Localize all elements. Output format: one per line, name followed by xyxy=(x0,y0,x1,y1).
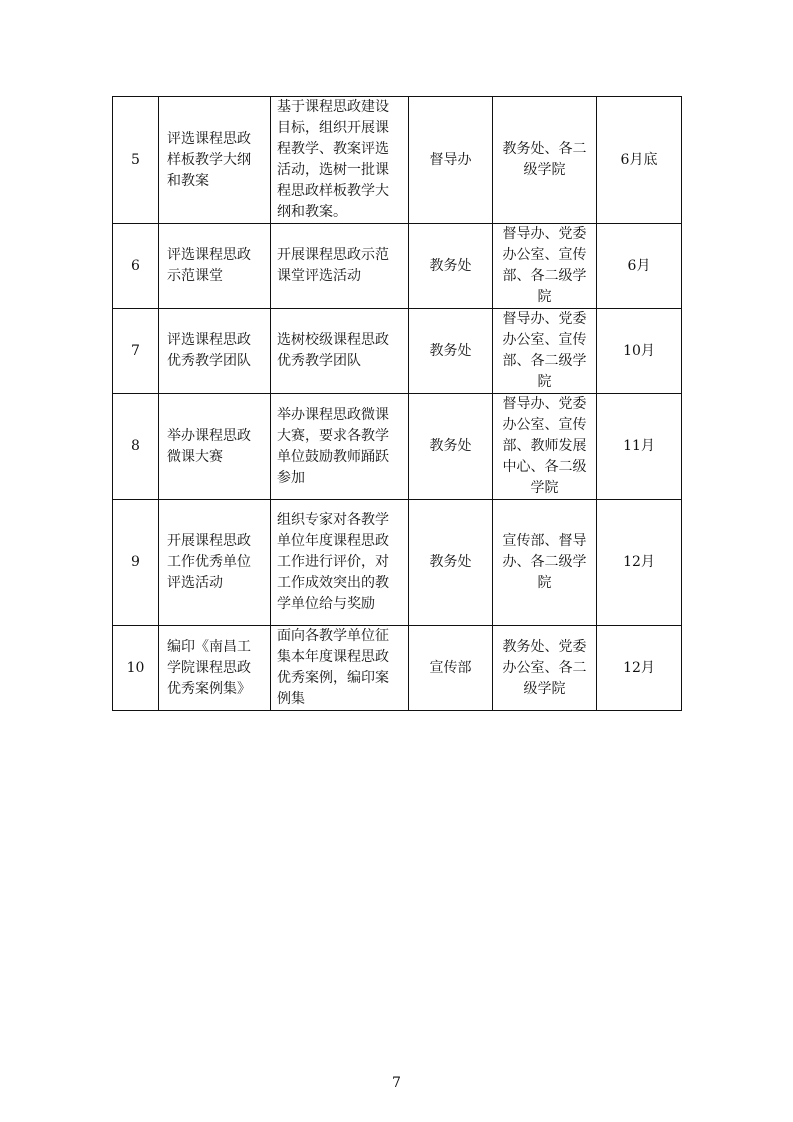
table-row xyxy=(113,500,682,626)
table-row xyxy=(113,97,682,224)
lead-department: 教务处 xyxy=(409,500,493,626)
task-content: 组织专家对各教学单位年度课程思政工作进行评价，对工作成效突出的教学单位给与奖励 xyxy=(271,500,409,626)
table-row xyxy=(113,309,682,394)
task-content: 举办课程思政微课大赛，要求各教学单位鼓励教师踊跃参加 xyxy=(271,394,409,500)
task-content: 基于课程思政建设目标，组织开展课程教学、教案评选活动，选树一批课程思政样板教学大纲和教案。 xyxy=(271,97,409,224)
table-row xyxy=(113,224,682,309)
table-row xyxy=(113,626,682,711)
task-name: 评选课程思政示范课堂 xyxy=(159,224,271,309)
page-number: 7 xyxy=(392,1075,401,1091)
task-content: 面向各教学单位征集本年度课程思政优秀案例，编印案例集 xyxy=(271,626,409,711)
row-number: 7 xyxy=(113,309,159,394)
cooperating-departments: 教务处、各二级学院 xyxy=(493,97,597,224)
row-number: 8 xyxy=(113,394,159,500)
task-name: 开展课程思政工作优秀单位评选活动 xyxy=(159,500,271,626)
task-name: 评选课程思政优秀教学团队 xyxy=(159,309,271,394)
completion-time: 12月 xyxy=(597,626,682,711)
task-name: 评选课程思政样板教学大纲和教案 xyxy=(159,97,271,224)
completion-time: 10月 xyxy=(597,309,682,394)
task-name: 编印《南昌工学院课程思政优秀案例集》 xyxy=(159,626,271,711)
completion-time: 12月 xyxy=(597,500,682,626)
completion-time: 6月底 xyxy=(597,97,682,224)
lead-department: 教务处 xyxy=(409,309,493,394)
lead-department: 宣传部 xyxy=(409,626,493,711)
cooperating-departments: 督导办、党委办公室、宣传部、教师发展中心、各二级学院 xyxy=(493,394,597,500)
cooperating-departments: 督导办、党委办公室、宣传部、各二级学院 xyxy=(493,224,597,309)
lead-department: 教务处 xyxy=(409,224,493,309)
task-content: 选树校级课程思政优秀教学团队 xyxy=(271,309,409,394)
row-number: 9 xyxy=(113,500,159,626)
task-content: 开展课程思政示范课堂评选活动 xyxy=(271,224,409,309)
cooperating-departments: 督导办、党委办公室、宣传部、各二级学院 xyxy=(493,309,597,394)
cooperating-departments: 教务处、党委办公室、各二级学院 xyxy=(493,626,597,711)
table-row xyxy=(113,394,682,500)
lead-department: 督导办 xyxy=(409,97,493,224)
completion-time: 6月 xyxy=(597,224,682,309)
task-name: 举办课程思政微课大赛 xyxy=(159,394,271,500)
row-number: 5 xyxy=(113,97,159,224)
completion-time: 11月 xyxy=(597,394,682,500)
cooperating-departments: 宣传部、督导办、各二级学院 xyxy=(493,500,597,626)
row-number: 6 xyxy=(113,224,159,309)
lead-department: 教务处 xyxy=(409,394,493,500)
row-number: 10 xyxy=(113,626,159,711)
work-plan-table xyxy=(112,96,682,711)
